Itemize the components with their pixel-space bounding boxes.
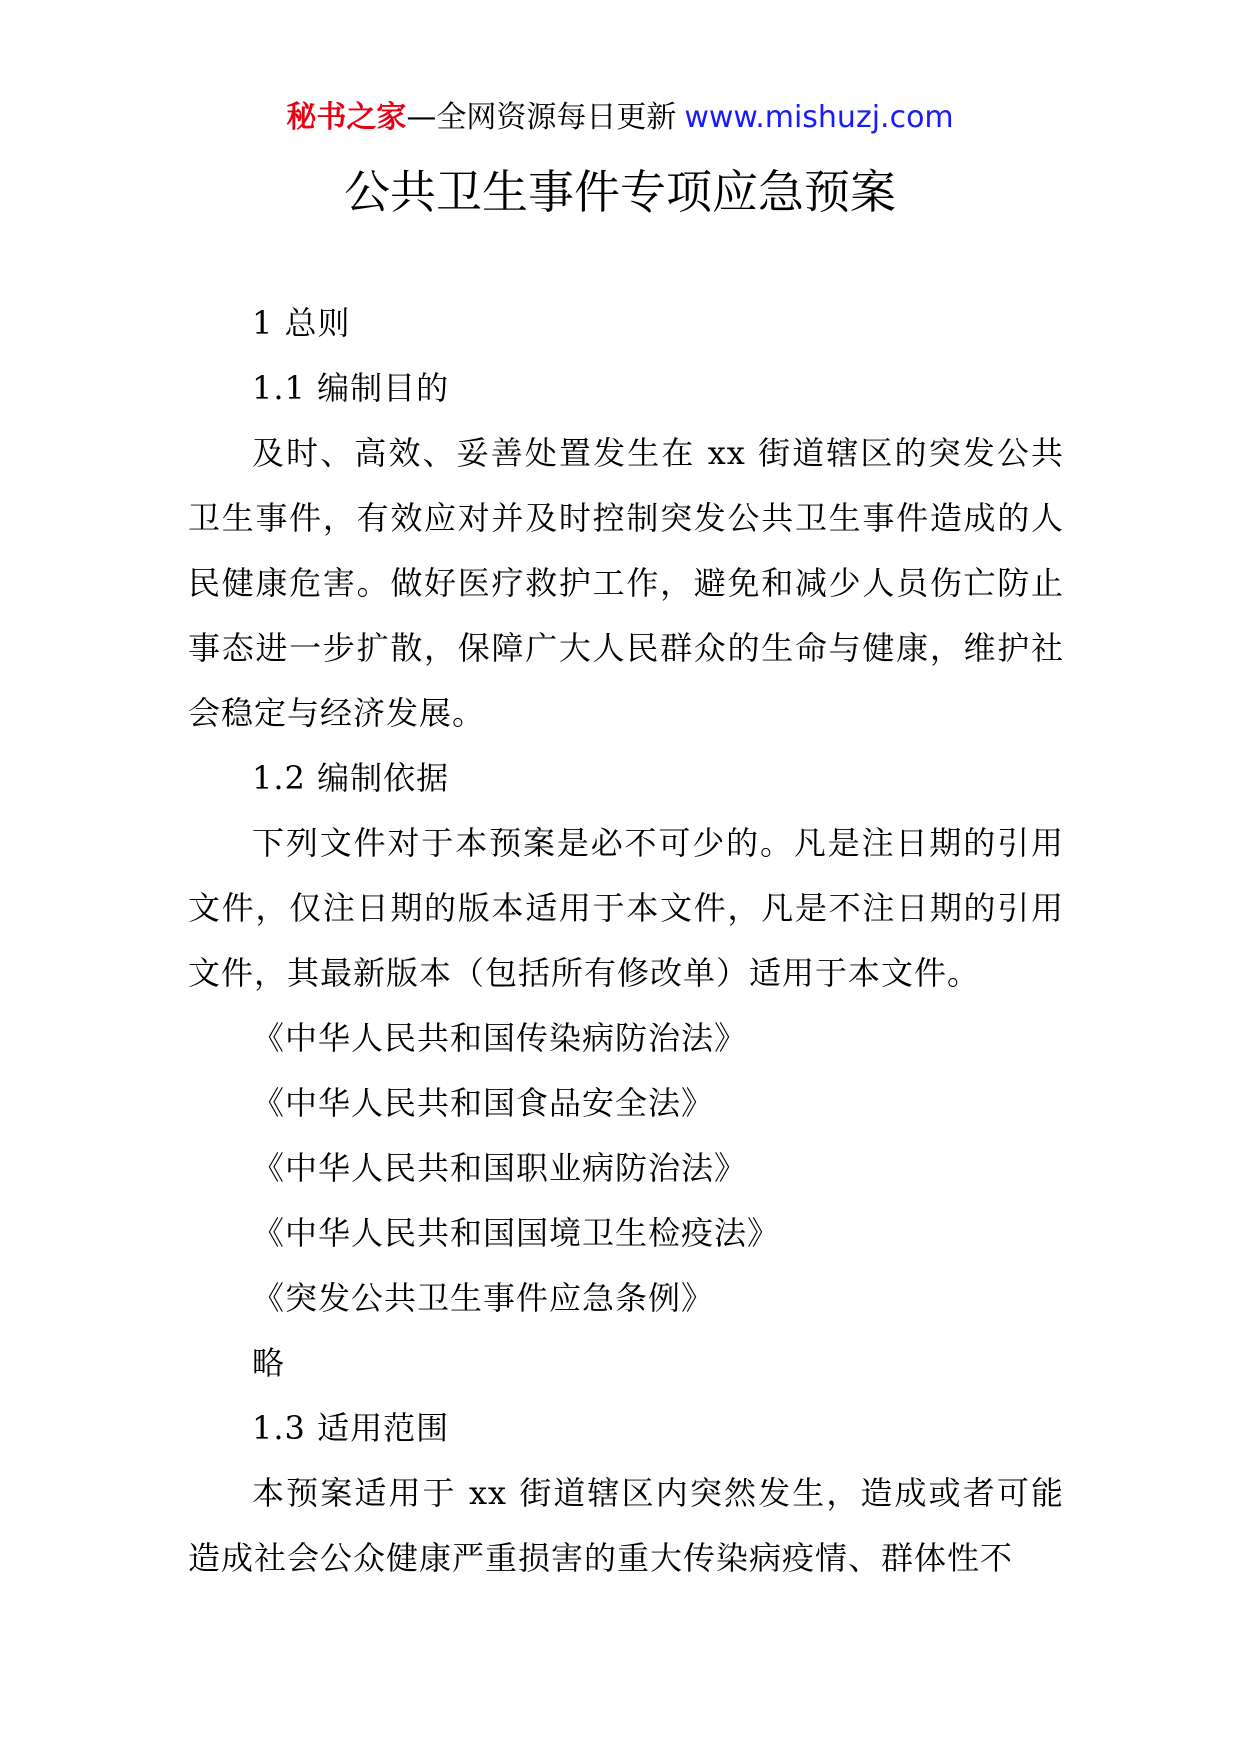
paragraph-scope: 本预案适用于 xx 街道辖区内突然发生，造成或者可能造成社会公众健康严重损害的重大传染病疫情、群体性不 bbox=[188, 1474, 1064, 1577]
site-brand: 秘书之家 bbox=[286, 100, 407, 135]
paragraph-purpose: 及时、高效、妥善处置发生在 xx 街道辖区的突发公共卫生事件，有效应对并及时控制突发公共卫生事件造成的人民健康危害。做好医疗救护工作，避免和减少人员伤亡防止事态进一步扩散，保障广大人民群众的生命与健康，维护社会稳定与经济发展。 bbox=[188, 434, 1064, 732]
law-item: 《中华人民共和国传染病防治法》 bbox=[252, 1019, 748, 1057]
law-item: 《突发公共卫生事件应急条例》 bbox=[252, 1279, 715, 1317]
heading-general: 1 总则 bbox=[252, 304, 351, 342]
law-item: 《中华人民共和国职业病防治法》 bbox=[252, 1149, 748, 1187]
site-url-link[interactable]: www.mishuzj.com bbox=[684, 100, 954, 135]
document-title: 公共卫生事件专项应急预案 bbox=[344, 165, 896, 219]
law-item: 《中华人民共和国食品安全法》 bbox=[252, 1084, 715, 1122]
paragraph-basis: 下列文件对于本预案是必不可少的。凡是注日期的引用文件，仅注日期的版本适用于本文件，凡是不注日期的引用文件，其最新版本（包括所有修改单）适用于本文件。 bbox=[188, 824, 1064, 992]
law-item: 《中华人民共和国国境卫生检疫法》 bbox=[252, 1214, 781, 1252]
document-body bbox=[188, 291, 1064, 1591]
omitted-note: 略 bbox=[252, 1344, 286, 1382]
site-slogan: —全网资源每日更新 bbox=[406, 100, 677, 135]
heading-purpose: 1.1 编制目的 bbox=[252, 369, 450, 407]
heading-basis: 1.2 编制依据 bbox=[252, 759, 450, 797]
heading-scope: 1.3 适用范围 bbox=[252, 1409, 450, 1447]
site-header bbox=[0, 98, 1240, 138]
